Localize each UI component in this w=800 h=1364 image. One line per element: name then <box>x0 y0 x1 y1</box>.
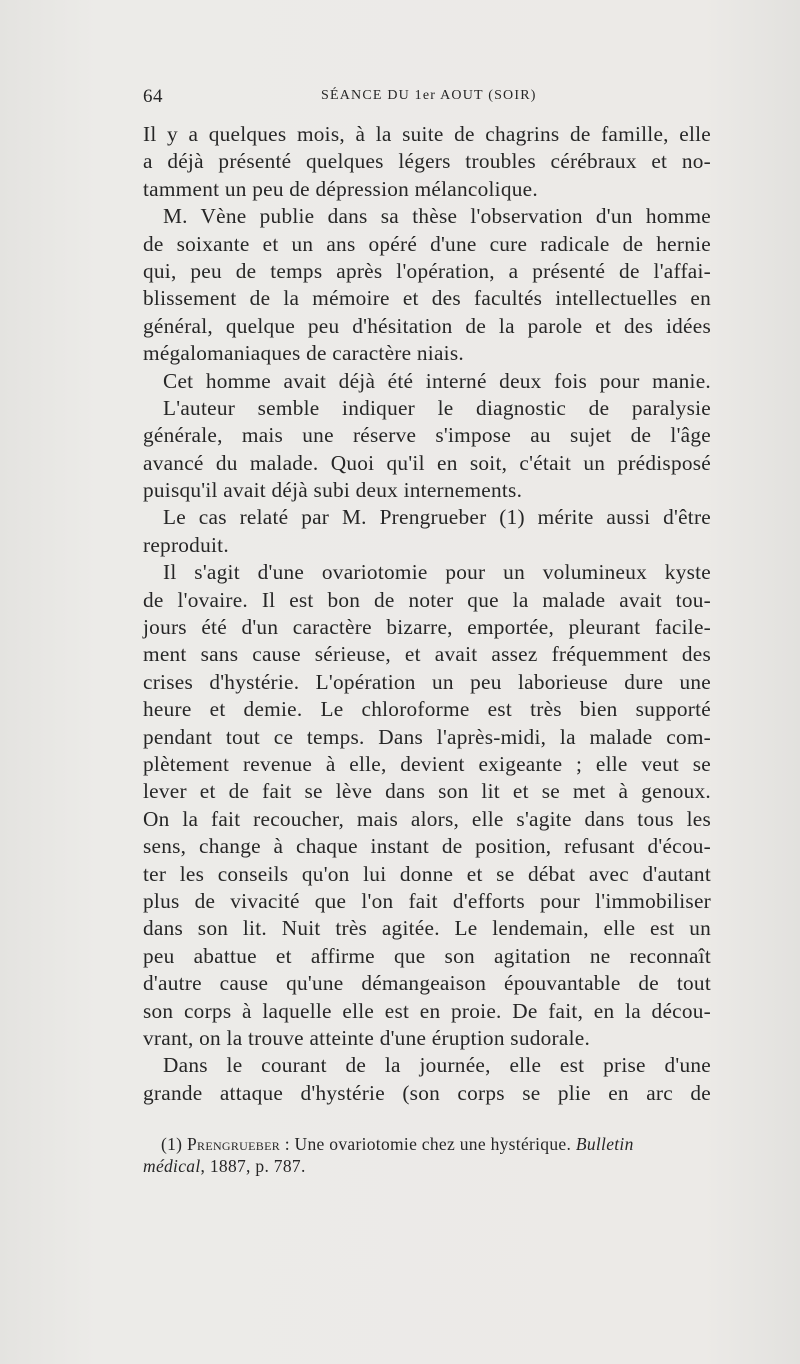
body-text <box>143 121 711 1107</box>
footnote-marker: (1) <box>161 1134 187 1154</box>
text-line: ment sans cause sérieuse, et avait assez fréquemment des <box>143 642 711 667</box>
text-line: a déjà présenté quelques légers troubles cérébraux et no- <box>143 149 711 174</box>
text-line: On la fait recoucher, mais alors, elle s'agite dans tous les <box>143 806 711 831</box>
text-line: d'autre cause qu'une démangeaison épouvantable de tout <box>143 971 711 996</box>
text-line: lever et de fait se lève dans son lit et se met à genoux. <box>143 779 711 804</box>
text-line: L'auteur semble indiquer le diagnostic de paralysie <box>163 395 711 420</box>
footnote-citation: , 1887, p. 787. <box>200 1156 306 1176</box>
text-line: blissement de la mémoire et des facultés intellectuelles en <box>143 286 711 311</box>
footnote-line <box>143 1133 711 1155</box>
text-line: Il y a quelques mois, à la suite de chagrins de famille, elle <box>143 122 711 146</box>
text-line: heure et demie. Le chloroforme est très bien supporté <box>143 697 711 722</box>
text-line: grande attaque d'hystérie (son corps se plie en arc de <box>143 1080 711 1105</box>
text-line: ter les conseils qu'on lui donne et se débat avec d'autant <box>143 861 711 886</box>
text-line: reproduit. <box>143 532 229 557</box>
text-line: jours été d'un caractère bizarre, emportée, pleurant facile- <box>143 615 711 640</box>
text-line: plus de vivacité que l'on fait d'efforts pour l'immobiliser <box>143 888 711 913</box>
text-line: plètement revenue à elle, devient exigeante ; elle veut se <box>143 751 711 776</box>
text-line: son corps à laquelle elle est en proie. De fait, en la décou- <box>143 998 711 1023</box>
text-line: de soixante et un ans opéré d'une cure radicale de hernie <box>143 231 711 256</box>
text-line: dans son lit. Nuit très agitée. Le lendemain, elle est un <box>143 916 711 941</box>
text-line: M. Vène publie dans sa thèse l'observation d'un homme <box>163 204 711 229</box>
page-header <box>143 86 711 110</box>
footnote <box>143 1133 711 1177</box>
footnote-journal-cont: médical <box>143 1156 201 1176</box>
text-line: tamment un peu de dépression mélancolique. <box>143 176 538 201</box>
text-line: sens, change à chaque instant de position, refusant d'écou- <box>143 834 711 859</box>
footnote-line <box>143 1155 711 1177</box>
footnote-author: Prengrueber <box>186 1134 281 1154</box>
footnote-title: : Une ovariotomie chez une hystérique. <box>280 1134 576 1154</box>
text-line: qui, peu de temps après l'opération, a présenté de l'affai- <box>143 258 711 283</box>
text-line: vrant, on la trouve atteinte d'une éruption sudorale. <box>143 1025 591 1050</box>
text-line: Il s'agit d'une ovariotomie pour un volumineux kyste <box>163 560 711 585</box>
text-line: de l'ovaire. Il est bon de noter que la malade avait tou- <box>143 587 711 612</box>
text-line: générale, mais une réserve s'impose au sujet de l'âge <box>143 423 711 448</box>
footnote-journal: Bulletin <box>575 1134 634 1154</box>
text-line: pendant tout ce temps. Dans l'après-midi, la malade com- <box>143 724 711 749</box>
text-line: peu abattue et affirme que son agitation ne reconnaît <box>143 943 711 968</box>
text-line: Cet homme avait déjà été interné deux fois pour manie. <box>163 368 711 393</box>
text-line: avancé du malade. Quoi qu'il en soit, c'était un prédisposé <box>143 450 711 475</box>
text-line: puisqu'il avait déjà subi deux internements. <box>143 478 523 503</box>
text-line: général, quelque peu d'hésitation de la parole et des idées <box>143 313 711 338</box>
text-line: Dans le courant de la journée, elle est prise d'une <box>163 1053 711 1078</box>
text-line: mégalomaniaques de caractère niais. <box>143 341 464 366</box>
running-title: SÉANCE DU 1er AOUT (SOIR) <box>321 88 537 103</box>
text-line: Le cas relaté par M. Prengrueber (1) mérite aussi d'être <box>163 505 711 530</box>
page-number: 64 <box>143 86 163 107</box>
text-line: crises d'hystérie. L'opération un peu laborieuse dure une <box>143 669 711 694</box>
